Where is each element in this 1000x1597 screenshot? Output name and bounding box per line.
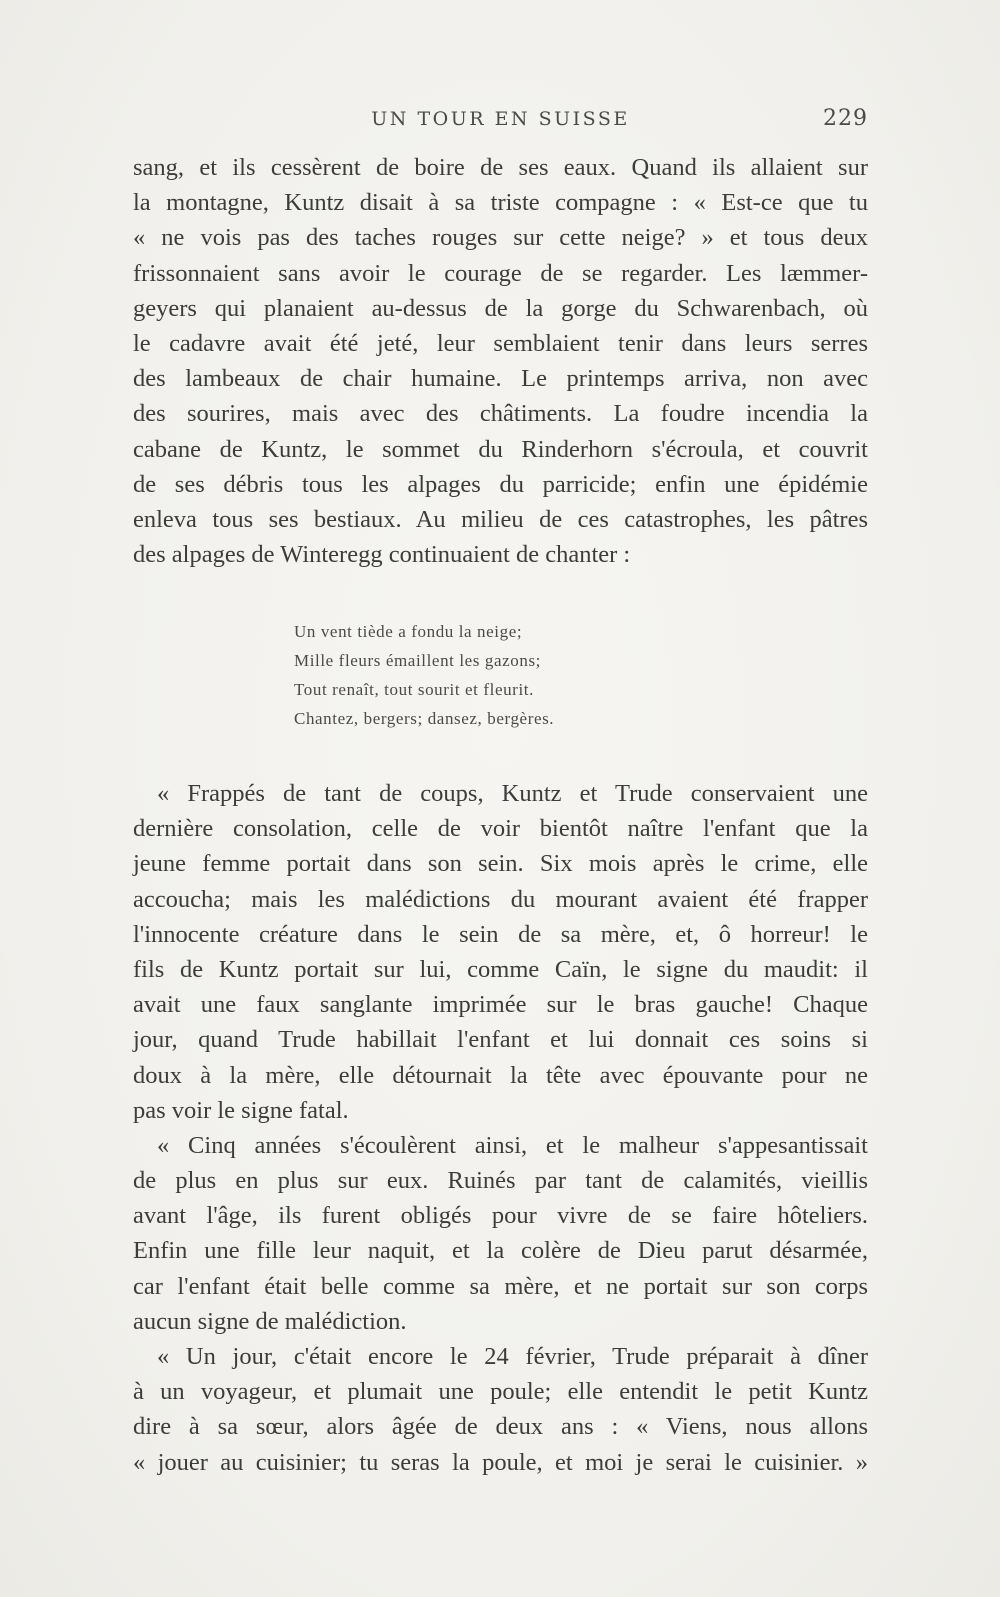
poem-line: Un vent tiède a fondu la neige;: [294, 622, 523, 641]
text-line: des lambeaux de chair humaine. Le printemps arriva, non avec: [133, 365, 868, 393]
poem-line: Chantez, bergers; dansez, bergères.: [294, 709, 555, 728]
text-line: cabane de Kuntz, le sommet du Rinderhorn s'écroula, et couvrit: [133, 435, 868, 463]
text-line: avant l'âge, ils furent obligés pour vivre de se faire hôteliers.: [133, 1202, 868, 1230]
text-line: dire à sa sœur, alors âgée de deux ans : « Viens, nous allons: [133, 1413, 868, 1441]
text-line: pas voir le signe fatal.: [133, 1096, 349, 1124]
text-line: des alpages de Winteregg continuaient de chanter :: [133, 541, 631, 569]
text-line: à un voyageur, et plumait une poule; elle entendit le petit Kuntz: [133, 1378, 868, 1406]
text-line: car l'enfant était belle comme sa mère, et ne portait sur son corps: [133, 1272, 868, 1300]
body-text-top: [133, 150, 868, 572]
text-line: le cadavre avait été jeté, leur semblaient tenir dans leurs serres: [133, 329, 868, 357]
text-line: geyers qui planaient au-dessus de la gorge du Schwarenbach, où: [133, 294, 868, 322]
text-line: aucun signe de malédiction.: [133, 1307, 407, 1335]
text-line: dernière consolation, celle de voir bientôt naître l'enfant que la: [133, 815, 868, 843]
text-line: jeune femme portait dans son sein. Six mois après le crime, elle: [133, 850, 868, 878]
text-line: des sourires, mais avec des châtiments. La foudre incendia la: [133, 400, 868, 428]
text-line: « jouer au cuisinier; tu seras la poule, et moi je serai le cuisinier. »: [133, 1448, 868, 1476]
text-line: « ne vois pas des taches rouges sur cette neige? » et tous deux: [133, 224, 868, 252]
body-text-bottom: [133, 776, 868, 1480]
text-line: enleva tous ses bestiaux. Au milieu de ces catastrophes, les pâtres: [133, 505, 868, 533]
poem-line: Tout renaît, tout sourit et fleurit.: [294, 680, 534, 699]
text-line: Enfin une fille leur naquit, et la colère de Dieu parut désarmée,: [133, 1237, 868, 1265]
page-number: 229: [823, 106, 868, 131]
text-line: l'innocente créature dans le sein de sa mère, et, ô horreur! le: [133, 920, 868, 948]
text-line: « Un jour, c'était encore le 24 février, Trude préparait à dîner: [157, 1343, 868, 1370]
text-line: doux à la mère, elle détournait la tête avec épouvante pour ne: [133, 1061, 868, 1089]
text-line: « Frappés de tant de coups, Kuntz et Trude conservaient une: [157, 780, 868, 807]
page-header: [133, 104, 868, 138]
text-line: de ses débris tous les alpages du parricide; enfin une épidémie: [133, 470, 868, 498]
text-line: sang, et ils cessèrent de boire de ses eaux. Quand ils allaient sur: [133, 154, 868, 181]
text-line: la montagne, Kuntz disait à sa triste compagne : « Est-ce que tu: [133, 189, 868, 217]
text-line: avait une faux sanglante imprimée sur le bras gauche! Chaque: [133, 991, 868, 1019]
text-line: de plus en plus sur eux. Ruinés par tant de calamités, vieillis: [133, 1167, 868, 1195]
text-line: fils de Kuntz portait sur lui, comme Caïn, le signe du maudit: il: [133, 955, 868, 983]
text-line: frissonnaient sans avoir le courage de se regarder. Les læmmer-: [133, 259, 868, 287]
poem-line: Mille fleurs émaillent les gazons;: [294, 651, 542, 670]
text-line: accoucha; mais les malédictions du mourant avaient été frapper: [133, 885, 868, 913]
poem-stanza: [294, 617, 554, 733]
text-line: « Cinq années s'écoulèrent ainsi, et le malheur s'appesantissait: [157, 1131, 868, 1159]
text-line: jour, quand Trude habillait l'enfant et lui donnait ces soins si: [133, 1026, 868, 1054]
running-title: UN TOUR EN SUISSE: [371, 108, 630, 130]
